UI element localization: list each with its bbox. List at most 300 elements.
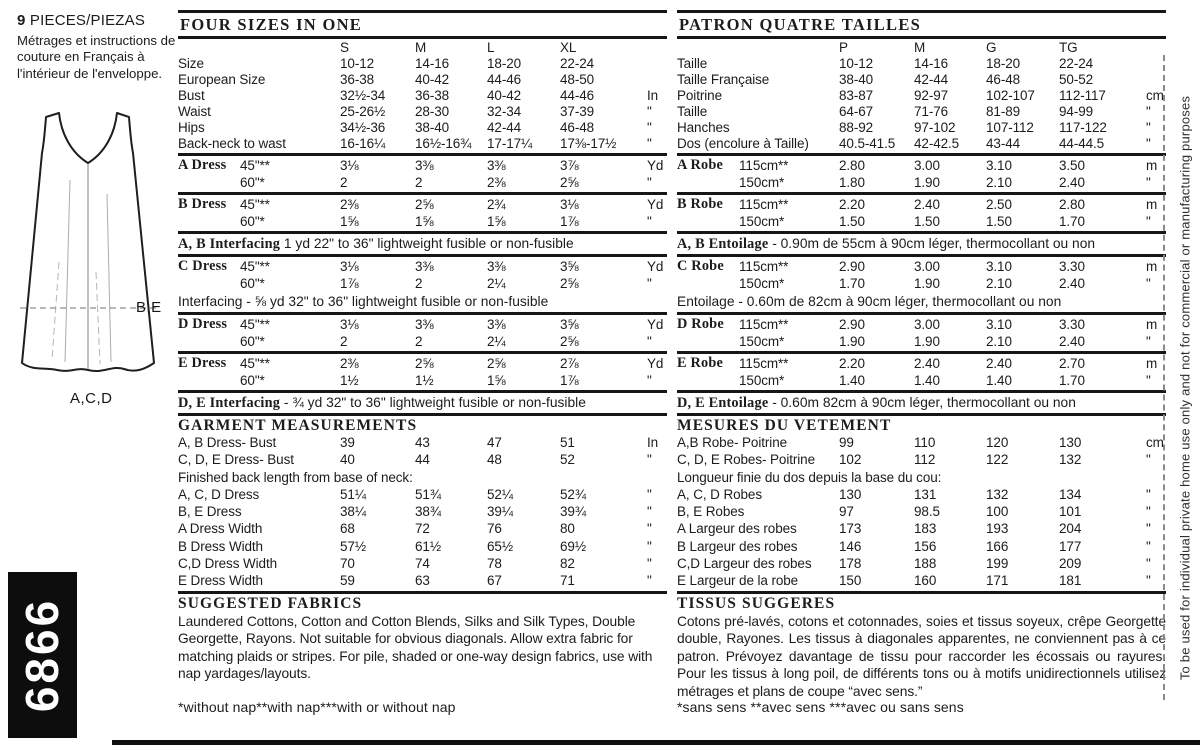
cell: 98.5 [914,504,940,520]
cell: 38¾ [415,504,441,520]
cell: 65½ [487,538,513,554]
col-header-m: M [415,40,427,55]
cell: 36-38 [415,88,450,103]
suggested-fabrics [178,594,667,684]
cell: 76 [487,521,502,537]
cell: 39¼ [487,504,513,520]
unit-cell: m [1146,158,1158,173]
cell: 25-26½ [340,104,386,119]
view-label-acd: A,C,D [70,390,113,407]
cell: 44 [415,452,430,468]
unit-cell: " [1146,538,1151,554]
cell: 107-112 [986,120,1034,135]
garment-name [178,372,240,389]
row-label: C,D Dress Width [178,556,278,572]
cell: 102 [839,452,862,468]
cell: 2⅜ [340,356,359,371]
row-label: Hips [178,120,205,135]
row-label: Dos (encolure à Taille) [677,136,809,151]
cell: 102-107 [986,88,1035,103]
unit-cell: " [647,486,652,502]
yardage-row [178,174,667,191]
yardage-row [677,174,1166,191]
size-table-row [178,136,667,152]
cell: 3⅛ [560,197,579,212]
size-table-row [677,104,1166,120]
garment-name: E Dress [178,355,227,371]
col-header-s: S [340,40,349,55]
cell: 2⅞ [560,356,579,371]
cell: 101 [1059,504,1082,520]
unit-cell: " [1146,521,1151,537]
unit-cell [645,72,667,88]
row-label: Poitrine [677,88,722,103]
french-language-note: Métrages et instructions de couture en Français à l'intérieur de l'enveloppe. [17,33,176,81]
yardage-row [178,372,667,389]
unit-cell: " [647,556,652,572]
garment-name [178,213,240,230]
entoilage-de-note [677,393,1166,416]
cell: 156 [914,538,937,554]
cell: 2⅝ [560,276,579,291]
yardage-a-dress [178,156,667,195]
cell: 61½ [415,538,441,554]
fabric-width: 60"* [240,334,265,349]
cell: 37-39 [560,104,595,119]
measurement-row [178,503,667,520]
cell: 132 [1059,452,1082,468]
interfacing-label: D, E Interfacing [178,395,281,411]
cell: 3.10 [986,317,1012,332]
cell: 1⅝ [487,214,506,229]
size-table-row [178,120,667,136]
cell: 2.70 [1059,356,1085,371]
yardage-row [677,333,1166,350]
cell: 44-46 [487,72,522,87]
row-label: Hanches [677,120,730,135]
size-table-row [178,72,667,88]
fabric-width: 150cm* [739,373,785,388]
cell: 38-40 [415,120,450,135]
measurement-row [178,451,667,468]
unit-cell: m [1146,356,1158,371]
cell: 3.10 [986,158,1012,173]
english-size-table [178,39,667,156]
fabric-width: 60"* [240,175,265,190]
yardage-a-robe [677,156,1166,195]
measurement-row [178,555,667,572]
fabric-width: 150cm* [739,334,785,349]
cell: 2¼ [487,276,506,291]
unit-cell: In [647,435,659,450]
cell: 18-20 [986,56,1021,71]
cell: 1½ [340,373,359,388]
cell: 171 [986,573,1009,589]
cell: 3⅛ [340,259,359,274]
cell: 43-44 [986,136,1021,151]
cell: 3⅝ [560,259,579,274]
cell: 82 [560,556,575,572]
cell: 2.50 [986,197,1012,212]
cell: 2.80 [839,158,865,173]
cell: 48 [487,452,502,468]
cell: 2.10 [986,276,1012,291]
cell: 52¼ [487,486,513,502]
cell: 97-102 [914,120,956,135]
cell: 42-44 [914,72,949,87]
cell: 1.70 [1059,373,1085,388]
cell: 3⅜ [487,317,506,332]
english-column [178,0,667,715]
unit-cell: " [1146,276,1151,291]
row-label: E Largeur de la robe [677,573,799,589]
cell: 2.40 [1059,175,1085,190]
entoilage-label: D, E Entoilage [677,395,769,411]
tissus-suggeres [677,594,1166,702]
cell: 72 [415,521,430,537]
unit-cell: cm [1146,435,1164,450]
fabric-width: 60"* [240,373,265,388]
cell: 94-99 [1059,104,1094,119]
cell: 2.20 [839,356,865,371]
measurement-row [677,434,1166,451]
cell: 3.50 [1059,158,1085,173]
garment-measurements-title: GARMENT MEASUREMENTS [178,417,418,434]
cell: 2 [340,334,348,349]
fabric-width: 45"** [240,197,270,212]
french-size-table [677,39,1166,156]
cell: 42-42.5 [914,136,960,151]
cell: 64-67 [839,104,874,119]
row-label: B Largeur des robes [677,538,798,554]
cell: 52 [560,452,575,468]
fabric-width: 115cm** [739,317,789,332]
interfacing-de-note [178,393,667,416]
fabric-width: 150cm* [739,276,785,291]
measurement-row [677,538,1166,555]
interfacing-text: 1 yd 22" to 36" lightweight fusible or non-fusible [280,236,574,251]
unit-cell: Yd [647,259,664,274]
row-label: Taille [677,104,708,119]
cell: 2.40 [986,356,1012,371]
unit-cell: " [647,373,652,388]
yardage-row [677,316,1166,333]
entoilage-ab-note [677,234,1166,257]
cell: 2⅜ [487,175,506,190]
cell: 51¼ [340,486,366,502]
fabric-width: 45"** [240,356,270,371]
col-header-m: M [914,40,926,55]
cell: 70 [340,556,355,572]
cell: 112-117 [1059,88,1106,103]
unit-cell: " [1146,486,1151,502]
row-label: B Dress Width [178,538,263,554]
cell: 2.20 [839,197,865,212]
yardage-row [178,275,667,292]
size-table-row [677,120,1166,136]
back-length-note: Longueur finie du dos depuis la base du cou: [677,469,942,485]
fabric-width: 150cm* [739,175,785,190]
cell: 16-16¼ [340,136,386,151]
cell: 2.40 [914,197,940,212]
cell: 2.40 [1059,276,1085,291]
cell: 52¾ [560,486,586,502]
cell: 71-76 [914,104,949,119]
row-label: C, D, E Robes- Poitrine [677,452,816,468]
nap-footnote: *without nap**with nap***with or without nap [178,699,456,715]
cell: 112 [914,452,936,468]
yardage-row [677,355,1166,372]
cell: 1⅞ [340,276,359,291]
cell: 2 [340,175,348,190]
unit-cell [645,56,667,72]
unit-cell: " [647,120,652,135]
row-label: Back-neck to wast [178,136,286,151]
cell: 97 [839,504,854,520]
cell: 69½ [560,538,586,554]
cell: 177 [1059,538,1082,554]
cell: 3.00 [914,317,940,332]
entoilage-text: - 0.90m de 55cm à 90cm léger, thermocollant ou non [768,236,1096,251]
cell: 78 [487,556,502,572]
size-table-header [178,40,667,56]
row-label: Taille [677,56,708,71]
row-label: A Dress Width [178,521,263,537]
cell: 2.10 [986,175,1012,190]
entoilage-c-note: Entoilage - 0.60m de 82cm à 90cm léger, thermocollant ou non [677,294,1062,309]
fabric-width: 115cm** [739,356,789,371]
cell: 2¾ [487,197,506,212]
cell: 2 [415,276,423,291]
measurement-row [677,486,1166,503]
cell: 32-34 [487,104,522,119]
cell: 43 [415,435,430,450]
size-table-row [677,72,1166,88]
back-length-note: Finished back length from base of neck: [178,469,413,485]
col-header-p: P [839,40,848,55]
suggested-fabrics-text: Laundered Cottons, Cotton and Cotton Blends, Silks and Silk Types, Double Georgette, Rayons. Not suitable for obvious diagonals. Allow extra fabric for matching plaids or stripes. For pile, shaded or one-way design fabrics, use with nap yardages/layouts. [178,613,653,682]
yardage-c-dress [178,257,667,315]
measurement-row [178,572,667,589]
yardage-row [178,213,667,230]
cell: 3⅛ [340,158,359,173]
unit-cell: " [647,136,652,151]
row-label: E Dress Width [178,573,263,589]
cell: 1.40 [914,373,940,388]
dashed-cut-line [1163,55,1165,700]
row-label: Taille Française [677,72,770,87]
row-label: A, B Dress- Bust [178,435,277,450]
cell: 117-122 [1059,120,1107,135]
garment-name: C Robe [677,258,724,274]
measurement-row [677,572,1166,589]
cell: 16½-16¾ [415,136,472,151]
cell: 120 [986,435,1009,450]
cell: 2 [415,175,423,190]
garment-name [677,372,739,389]
cell: 40 [340,452,355,468]
yardage-e-dress [178,354,667,393]
cell: 40-42 [415,72,450,87]
cell: 3⅜ [487,259,506,274]
cell: 51 [560,435,575,450]
cell: 1½ [415,373,434,388]
cell: 71 [560,573,575,589]
row-label: A, C, D Dress [178,486,260,502]
col-header-l: L [487,40,495,55]
cell: 40-42 [487,88,522,103]
yardage-b-dress [178,195,667,234]
cell: 39 [340,435,355,450]
unit-cell: " [1146,373,1151,388]
suggested-fabrics-title: SUGGESTED FABRICS [178,594,363,612]
english-title: FOUR SIZES IN ONE [178,10,667,39]
unit-cell: " [647,214,652,229]
cell: 130 [839,486,862,502]
unit-cell: " [647,504,652,520]
cell: 3.30 [1059,317,1085,332]
cell: 51¾ [415,486,441,502]
unit-cell: Yd [647,197,664,212]
dress-line-drawing [12,112,162,382]
cell: 14-16 [415,56,450,71]
measurement-row [677,555,1166,572]
yardage-row [178,333,667,350]
cell: 2.10 [986,334,1012,349]
cell: 38¼ [340,504,366,520]
measurement-row [677,451,1166,468]
cell: 92-97 [914,88,949,103]
measurement-row [178,538,667,555]
cell: 36-38 [340,72,375,87]
unit-cell: " [1146,504,1151,520]
cell: 3.10 [986,259,1012,274]
cell: 1.40 [839,373,865,388]
unit-cell: cm [1146,88,1164,103]
cell: 38-40 [839,72,874,87]
fabric-width: 60"* [240,214,265,229]
cell: 3⅝ [560,317,579,332]
garment-name: B Dress [178,196,227,212]
garment-name: E Robe [677,355,724,371]
pieces-label: PIECES/PIEZAS [25,12,146,29]
cell: 3.00 [914,158,940,173]
unit-cell: " [647,521,652,537]
entoilage-label: A, B Entoilage [677,236,769,252]
measurement-row [178,520,667,537]
garment-measurements [178,416,667,594]
cell: 34½-36 [340,120,386,135]
garment-name [178,174,240,191]
cell: 150 [839,573,862,589]
unit-cell: " [647,538,652,554]
row-label: A,B Robe- Poitrine [677,435,788,450]
row-label: B, E Robes [677,504,745,520]
yardage-b-robe [677,195,1166,234]
row-label: C, D, E Dress- Bust [178,452,294,468]
fabric-width: 115cm** [739,259,789,274]
size-table-row [178,56,667,72]
unit-cell: " [1146,104,1151,119]
yardage-row [178,258,667,275]
cell: 18-20 [487,56,522,71]
cell: 134 [1059,486,1082,502]
cell: 22-24 [560,56,595,71]
bottom-rule [112,740,1200,745]
garment-name [677,275,739,292]
row-label: B, E Dress [178,504,242,520]
yardage-row [178,355,667,372]
cell: 173 [839,521,862,537]
cell: 1.90 [914,334,940,349]
cell: 146 [839,538,862,554]
unit-cell: Yd [647,317,664,332]
pattern-number-box [8,572,77,738]
cell: 122 [986,452,1009,468]
fabric-width: 45"** [240,259,270,274]
mesures-title: MESURES DU VETEMENT [677,417,892,434]
cell: 80 [560,521,575,537]
yardage-row [677,275,1166,292]
cell: 2.90 [839,259,865,274]
yardage-row [677,372,1166,389]
cell: 59 [340,573,355,589]
col-header-g: G [986,40,997,55]
cell: 17⅜-17½ [560,136,617,151]
unit-cell: Yd [647,158,664,173]
cell: 50-52 [1059,72,1094,87]
interfacing-label: A, B Interfacing [178,236,281,252]
cell: 1⅞ [560,373,579,388]
row-label: A, C, D Robes [677,486,762,502]
cell: 3.30 [1059,259,1085,274]
unit-cell: m [1146,317,1158,332]
cell: 3⅛ [340,317,359,332]
cell: 1.90 [914,175,940,190]
cell: 3⅞ [560,158,579,173]
col-header-xl: XL [560,40,577,55]
unit-cell: " [1146,120,1151,135]
garment-name [178,333,240,350]
cell: 17-17¼ [487,136,533,151]
tissus-suggeres-text: Cotons pré-lavés, cotons et cotonnades, soies et tissus soyeux, crêpe Georgette double, Rayones. Les tissus à diagonales apparentes, ne conviennent pas à ce patron. Prévoyez davantage de tissu pour raccorder les écossais ou rayures. Pour les tissus à long poil, de différents tons ou à motifs unidirectionnels utilisez métrages et plans de coupe “avec sens.” [677,613,1166,700]
garment-name: D Dress [178,316,228,332]
cell: 178 [839,556,862,572]
cell: 2¼ [487,334,506,349]
yardage-row [677,213,1166,230]
cell: 28-30 [415,104,450,119]
cell: 81-89 [986,104,1021,119]
unit-cell: m [1146,197,1158,212]
fabric-width: 115cm** [739,158,789,173]
col-header-tg: TG [1059,40,1078,55]
yardage-row [677,258,1166,275]
unit-cell: " [1146,452,1151,468]
cell: 44-46 [560,88,595,103]
cell: 181 [1059,573,1082,589]
cell: 132 [986,486,1009,502]
row-label: Bust [178,88,205,103]
cell: 1⅝ [415,214,434,229]
cell: 10-12 [340,56,375,71]
row-label: A Largeur des robes [677,521,797,537]
measurement-row [677,503,1166,520]
cell: 47 [487,435,502,450]
fabric-width: 115cm** [739,197,789,212]
cell: 110 [914,435,936,450]
cell: 160 [914,573,937,589]
unit-cell: " [1146,334,1151,349]
